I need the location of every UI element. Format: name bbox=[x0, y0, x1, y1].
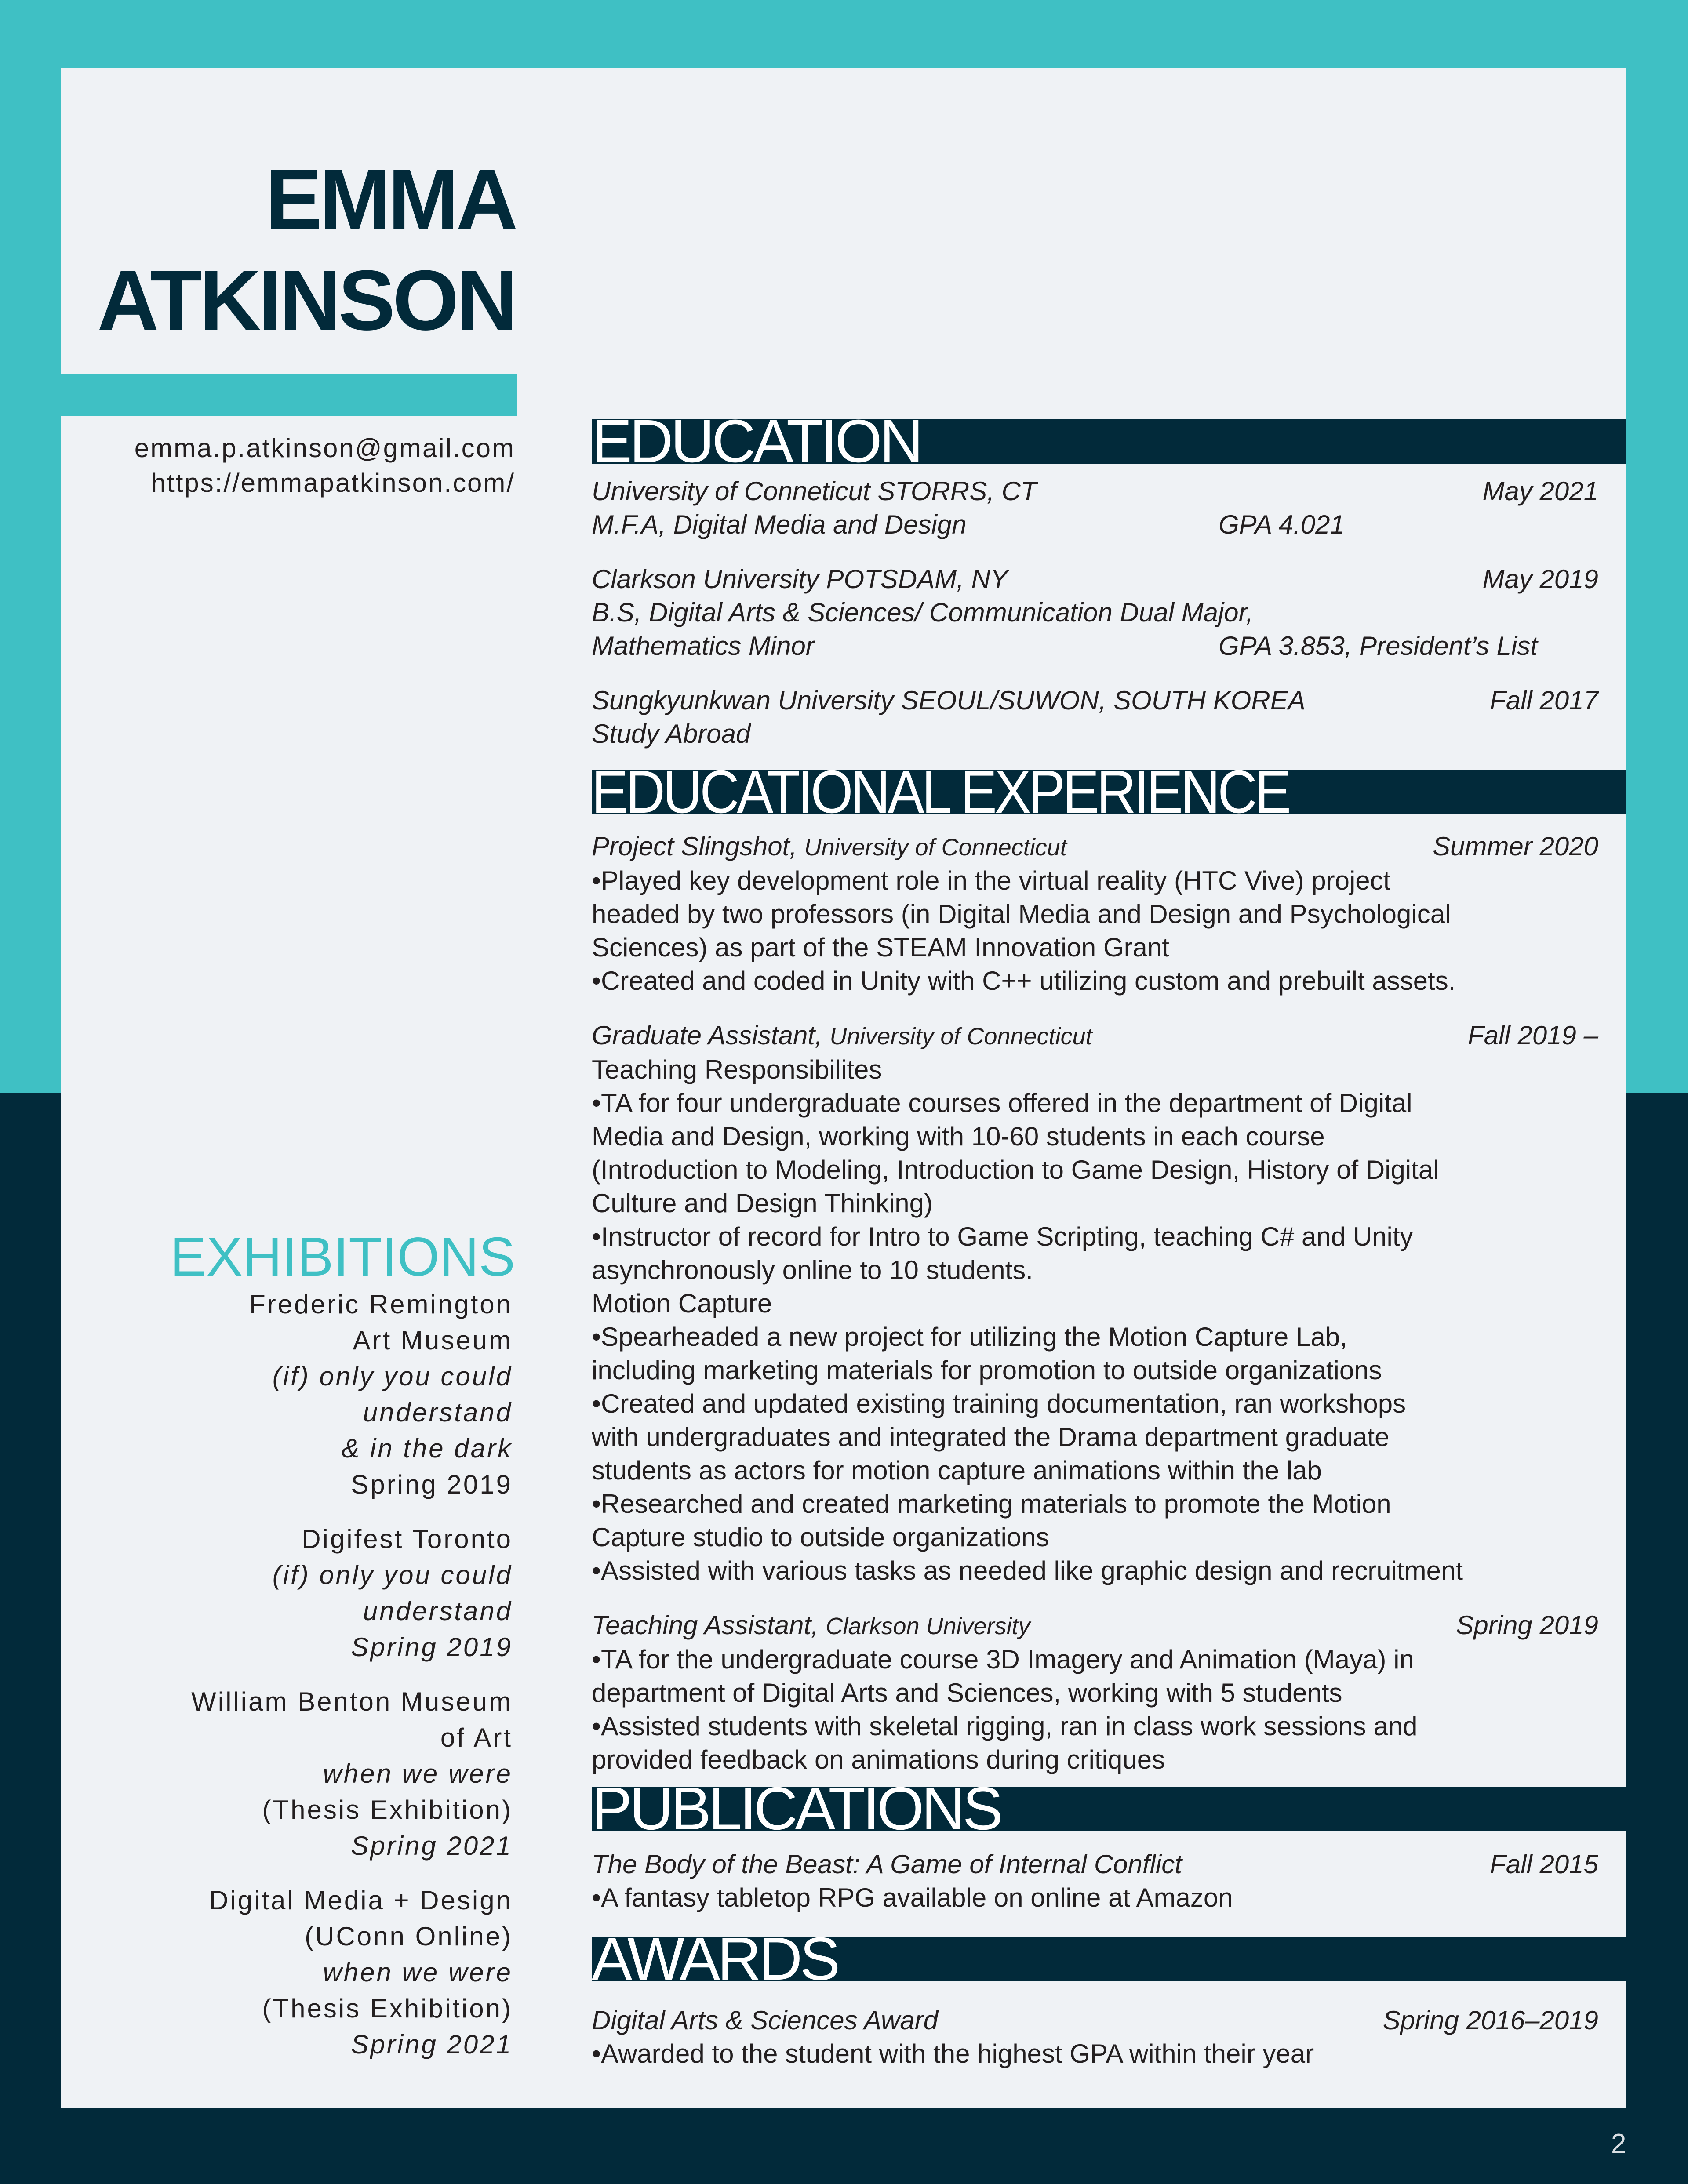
degree-text: B.S, Digital Arts & Sciences/ Communication Dual Major, bbox=[592, 598, 1254, 627]
exhibitions-heading: EXHIBITIONS bbox=[170, 1227, 515, 1287]
school-name: Sungkyunkwan University SEOUL/SUWON, SOUTH KOREA bbox=[592, 686, 1306, 715]
exhibition-line: when we were bbox=[323, 1958, 513, 1987]
experience-header bbox=[592, 770, 1626, 814]
exhibition-item bbox=[0, 1684, 513, 1864]
entry-date: May 2019 bbox=[1482, 564, 1598, 594]
accent-bar bbox=[61, 374, 517, 416]
entry-header bbox=[592, 475, 1598, 508]
entry-line: •TA for the undergraduate course 3D Imagery and Animation (Maya) in bbox=[592, 1645, 1414, 1674]
entry-date: Spring 2019 bbox=[1456, 1610, 1598, 1640]
first-name: EMMA bbox=[265, 152, 515, 247]
entry-line: •Played key development role in the virtual reality (HTC Vive) project bbox=[592, 866, 1391, 895]
exhibition-item bbox=[0, 1882, 513, 2063]
entry-date: Summer 2020 bbox=[1433, 832, 1598, 861]
entry-title: The Body of the Beast: A Game of Internal Conflict bbox=[592, 1850, 1182, 1879]
entry-date: Spring 2016–2019 bbox=[1382, 2006, 1598, 2035]
entry-line: •Assisted with various tasks as needed like graphic design and recruitment bbox=[592, 1556, 1463, 1585]
entry-line: •Assisted students with skeletal rigging, ran in class work sessions and bbox=[592, 1712, 1418, 1741]
entry-line: students as actors for motion capture animations within the lab bbox=[592, 1456, 1322, 1485]
website-link[interactable]: https://emmapatkinson.com/ bbox=[151, 468, 515, 498]
exhibition-line: understand bbox=[363, 1596, 513, 1626]
exhibition-line: & in the dark bbox=[342, 1434, 513, 1463]
entry-title: Graduate Assistant, bbox=[592, 1021, 822, 1050]
entry-date: Fall 2019 – bbox=[1468, 1021, 1598, 1050]
degree-text: Study Abroad bbox=[592, 719, 751, 749]
exhibition-line: (if) only you could bbox=[272, 1560, 513, 1590]
exhibition-line: William Benton Museum bbox=[191, 1687, 513, 1716]
entry-header bbox=[592, 1609, 1598, 1643]
entry-header bbox=[592, 830, 1598, 864]
entry-line: provided feedback on animations during critiques bbox=[592, 1745, 1165, 1774]
exhibition-item bbox=[0, 1521, 513, 1665]
experience-entry bbox=[592, 1609, 1598, 1777]
exhibition-line: (Thesis Exhibition) bbox=[262, 1994, 513, 2023]
degree-line bbox=[592, 508, 1598, 541]
exhibition-line: understand bbox=[363, 1398, 513, 1427]
degree-line bbox=[592, 596, 1598, 629]
entry-date: Fall 2017 bbox=[1490, 686, 1598, 715]
exhibition-line: Frederic Remington bbox=[249, 1290, 513, 1319]
exhibition-line: Digifest Toronto bbox=[302, 1524, 513, 1554]
awards-header bbox=[592, 1937, 1626, 1981]
contact-info bbox=[0, 431, 515, 500]
education-entry bbox=[592, 684, 1598, 751]
entry-line: with undergraduates and integrated the Drama department graduate bbox=[592, 1422, 1390, 1452]
exhibition-line: Art Museum bbox=[353, 1326, 513, 1355]
entry-title: Digital Arts & Sciences Award bbox=[592, 2006, 939, 2035]
degree-line bbox=[592, 717, 1598, 751]
awards-heading: AWARDS bbox=[592, 1937, 838, 1981]
exhibition-line: (if) only you could bbox=[272, 1362, 513, 1391]
entry-line: •A fantasy tabletop RPG available on online at Amazon bbox=[592, 1883, 1233, 1912]
entry-line: •Spearheaded a new project for utilizing the Motion Capture Lab, bbox=[592, 1322, 1347, 1352]
entry-line: Culture and Design Thinking) bbox=[592, 1188, 933, 1218]
email-link[interactable]: emma.p.atkinson@gmail.com bbox=[134, 433, 515, 463]
entry-title: Teaching Assistant, bbox=[592, 1610, 819, 1640]
awards-entry bbox=[592, 2004, 1598, 2071]
entry-line: Teaching Responsibilites bbox=[592, 1055, 882, 1084]
entry-line: •Instructor of record for Intro to Game Scripting, teaching C# and Unity bbox=[592, 1222, 1413, 1251]
experience-heading: EDUCATIONAL EXPERIENCE bbox=[592, 770, 1289, 814]
exhibition-line: (Thesis Exhibition) bbox=[262, 1795, 513, 1824]
exhibition-line: Spring 2021 bbox=[351, 2030, 513, 2059]
gpa-text: GPA 4.021 bbox=[1219, 510, 1345, 539]
exhibition-line: of Art bbox=[440, 1723, 513, 1752]
entry-line: •Researched and created marketing materials to promote the Motion bbox=[592, 1489, 1391, 1519]
entry-line: Capture studio to outside organizations bbox=[592, 1523, 1049, 1552]
entry-organization: University of Connecticut bbox=[829, 1023, 1092, 1050]
experience-entry bbox=[592, 830, 1598, 998]
entry-line: Motion Capture bbox=[592, 1289, 772, 1318]
school-name: University of Conneticut STORRS, CT bbox=[592, 476, 1037, 506]
publications-entry bbox=[592, 1848, 1598, 1915]
entry-line: Sciences) as part of the STEAM Innovation Grant bbox=[592, 933, 1169, 962]
degree-text: Mathematics Minor bbox=[592, 631, 815, 661]
entry-line: •Created and coded in Unity with C++ utilizing custom and prebuilt assets. bbox=[592, 966, 1456, 996]
awards-section bbox=[592, 2004, 1598, 2071]
entry-header bbox=[592, 684, 1598, 717]
exhibition-line: Spring 2021 bbox=[351, 1831, 513, 1861]
entry-line: (Introduction to Modeling, Introduction to Game Design, History of Digital bbox=[592, 1155, 1439, 1185]
entry-organization: University of Connecticut bbox=[804, 834, 1067, 861]
entry-line: Media and Design, working with 10-60 students in each course bbox=[592, 1122, 1325, 1151]
exhibitions-list bbox=[0, 1286, 513, 2081]
entry-line: asynchronously online to 10 students. bbox=[592, 1255, 1033, 1285]
entry-line: •TA for four undergraduate courses offered in the department of Digital bbox=[592, 1088, 1412, 1118]
education-header bbox=[592, 419, 1626, 464]
gpa-text: GPA 3.853, President’s List bbox=[1219, 631, 1538, 661]
education-entry bbox=[592, 563, 1598, 663]
entry-title: Project Slingshot, bbox=[592, 832, 797, 861]
entry-line: •Awarded to the student with the highest GPA within their year bbox=[592, 2039, 1314, 2068]
exhibition-item bbox=[0, 1286, 513, 1503]
entry-header bbox=[592, 1848, 1598, 1881]
degree-text: M.F.A, Digital Media and Design bbox=[592, 510, 967, 539]
entry-header bbox=[592, 2004, 1598, 2037]
entry-header bbox=[592, 563, 1598, 596]
exhibition-line: Spring 2019 bbox=[351, 1470, 513, 1499]
degree-line bbox=[592, 629, 1598, 663]
experience-entry bbox=[592, 1019, 1598, 1588]
page-number: 2 bbox=[1611, 2129, 1626, 2159]
entry-date: Fall 2015 bbox=[1490, 1850, 1598, 1879]
exhibition-line: (UConn Online) bbox=[305, 1922, 513, 1951]
publications-header bbox=[592, 1787, 1626, 1831]
publications-heading: PUBLICATIONS bbox=[592, 1787, 1000, 1831]
exhibition-line: Digital Media + Design bbox=[209, 1886, 513, 1915]
education-heading: EDUCATION bbox=[592, 419, 921, 464]
entry-organization: Clarkson University bbox=[826, 1613, 1030, 1639]
education-entry bbox=[592, 475, 1598, 541]
entry-line: department of Digital Arts and Sciences, working with 5 students bbox=[592, 1678, 1342, 1708]
last-name: ATKINSON bbox=[97, 253, 515, 348]
entry-line: •Created and updated existing training documentation, ran workshops bbox=[592, 1389, 1406, 1418]
school-name: Clarkson University POTSDAM, NY bbox=[592, 564, 1008, 594]
experience-section bbox=[592, 830, 1598, 1777]
entry-line: headed by two professors (in Digital Media and Design and Psychological bbox=[592, 899, 1451, 929]
exhibition-line: Spring 2019 bbox=[351, 1632, 513, 1662]
education-section bbox=[592, 475, 1598, 751]
entry-header bbox=[592, 1019, 1598, 1053]
publications-section bbox=[592, 1848, 1598, 1915]
exhibition-line: when we were bbox=[323, 1759, 513, 1788]
entry-date: May 2021 bbox=[1482, 476, 1598, 506]
entry-line: including marketing materials for promotion to outside organizations bbox=[592, 1355, 1382, 1385]
applicant-name bbox=[0, 149, 515, 351]
